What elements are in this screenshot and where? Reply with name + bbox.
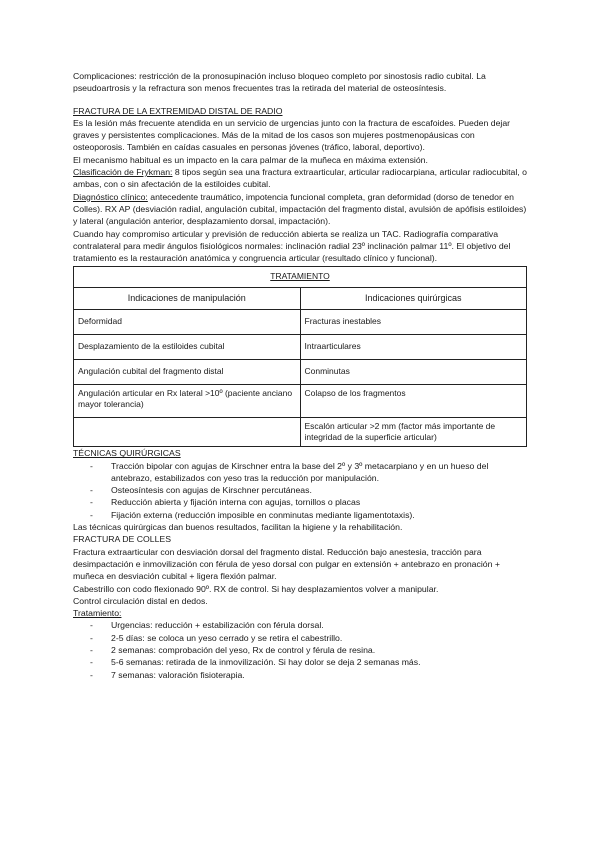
table-row [74,384,527,417]
cabestrillo-paragraph: Cabestrillo con codo flexionado 90º. RX de control. Si hay desplazamientos volver a manipular. [73,583,439,594]
list-item: - 5-6 semanas: retirada de la inmovilización. Si hay dolor se deja 2 semanas más. [90,657,421,668]
table-cell: Escalón articular >2 mm (factor más importante de integridad de la superficie articular) [300,417,527,446]
table-header-manipulation: Indicaciones de manipulación [74,287,301,309]
table-cell: Angulación articular en Rx lateral >10º (paciente anciano mayor tolerancia) [74,384,301,417]
table-row [74,309,527,334]
table-cell: Intraarticulares [300,334,527,359]
complicaciones-paragraph: Complicaciones: restricción de la pronosupinación incluso bloqueo completo por sinostosis radio cubital. La pseudoartrosis y la refractura son menos frecuentes tras la retirada del material de osteosíntesis. [73,71,486,94]
table-cell [74,417,301,446]
techniques-list [73,460,527,521]
diagnosis-label: Diagnóstico clínico: [73,191,148,202]
list-item: - 7 semanas: valoración fisioterapia. [90,669,245,680]
table-row [74,334,527,359]
circulation-paragraph: Control circulación distal en dedos. [73,595,208,606]
table-title-cell [74,267,527,287]
list-item: - Osteosíntesis con agujas de Kirschner percutáneas. [90,485,312,496]
distal-radius-intro: Es la lesión más frecuente atendida en un servicio de urgencias junto con la fractura de escafoides. Pueden dejar graves y persistentes complicaciones. Más de la mitad de los casos son mujeres postmenopáusicas con osteoporosis. También en caídas casuales en personas jóvenes (tráfico, laboral, deportivo). [73,117,511,153]
table-cell: Angulación cubital del fragmento distal [74,359,301,384]
tac-paragraph: Cuando hay compromiso articular y previsión de reducción abierta se realiza un TAC. Radiografía comparativa contralateral para medir ángulos fisiológicos normales: inclinación radial 23º inclinación palmar 11º. El objetivo del tratamiento es la restauración anatómica y congruencia articular (resultado clínico y funcional). [73,228,511,264]
list-item: - Urgencias: reducción + estabilización con férula dorsal. [90,620,324,631]
document-page [73,70,527,681]
colles-heading: FRACTURA DE COLLES [73,534,171,545]
techniques-heading: TÉCNICAS QUIRÚRGICAS [73,448,181,459]
list-item: - 2-5 días: se coloca un yeso cerrado y se retira el cabestrillo. [90,632,343,643]
treatment-timeline-list [73,619,527,680]
section-heading-distal-radius: FRACTURA DE LA EXTREMIDAD DISTAL DE RADIO [73,105,283,116]
table-cell: Deformidad [74,309,301,334]
list-item: - Reducción abierta y fijación interna con agujas, tornillos o placas [90,497,361,508]
diagnosis-paragraph [73,191,527,228]
table-cell: Fracturas inestables [300,309,527,334]
frykman-text: 8 tipos según sea una fractura extraarticular, articular radiocarpiana, articular radiocubital, o ambas, con o sin afectación de la estiloides cubital. [73,167,527,190]
frykman-label: Clasificación de Frykman: [73,167,173,178]
table-cell: Conminutas [300,359,527,384]
table-title: TRATAMIENTO [270,271,330,282]
treatment-table [73,266,527,447]
table-row [74,417,527,446]
colles-paragraph: Fractura extraarticular con desviación dorsal del fragmento distal. Reducción bajo anestesia, tracción para desimpactación e inmovilización con férula de yeso dorsal con pulgar en extensión + antebrazo en pronación + muñeca en desviación cubital + ligera flexión palmar. [73,546,500,582]
diagnosis-text: antecedente traumático, impotencia funcional completa, gran deformidad (dorso de tenedor en Colles). RX AP (desviación radial, angulación cubital, impactación del fragmento distal, avulsión de apófisis estiloides) y lateral (angulación anterior, desplazamiento dorsal, impactación). [73,191,527,227]
list-item: - 2 semanas: comprobación del yeso, Rx de control y férula de resina. [90,645,376,656]
list-item: - Tracción bipolar con agujas de Kirschner entra la base del 2º y 3º metacarpiano y en un hueso del antebrazo, estabilizados con yeso tras la reducción por manipulación. [90,460,489,483]
frykman-paragraph [73,166,527,191]
techniques-summary: Las técnicas quirúrgicas dan buenos resultados, facilitan la higiene y la rehabilitación. [73,522,403,533]
table-cell: Desplazamiento de la estiloides cubital [74,334,301,359]
list-item: - Fijación externa (reducción imposible en conminutas mediante ligamentotaxis). [90,509,415,520]
table-cell: Colapso de los fragmentos [300,384,527,417]
mechanism-paragraph: El mecanismo habitual es un impacto en la cara palmar de la muñeca en máxima extensión. [73,154,428,165]
treatment-label: Tratamiento: [73,608,122,619]
table-header-surgical: Indicaciones quirúrgicas [300,287,527,309]
table-row [74,359,527,384]
